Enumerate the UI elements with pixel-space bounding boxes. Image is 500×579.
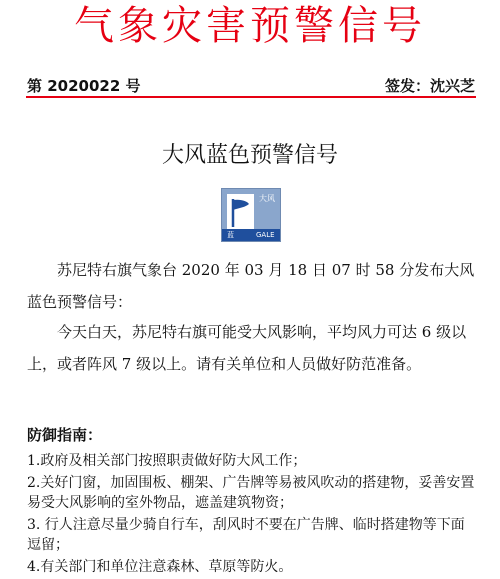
red-divider [26,96,476,98]
document-title: 大风蓝色预警信号 [161,143,338,168]
guide-item: 1.政府及相关部门按照职责做好防大风工作； [27,453,307,469]
gale-blue-signal-icon [221,188,281,242]
page-header-title: 气象灾害预警信号 [74,3,426,49]
forecast-paragraph: 今天白天，苏尼特右旗可能受大风影响，平均风力可达 6 级以上，或者阵风 7 级以上。请有关单位和人员做好防范准备。 [27,323,467,373]
flag-icon [227,194,254,230]
icon-label-en: GALE [256,231,275,239]
document-number: 第 2020022 号 [27,77,141,95]
icon-label-blue: 蓝 [227,231,234,239]
icon-bottom-bar [222,229,280,241]
guide-list [27,451,477,579]
guide-item: 3. 行人注意尽量少骑自行车，刮风时不要在广告牌、临时搭建物等下面逗留； [27,517,465,553]
icon-label-cn: 大风 [259,194,275,203]
meta-row [27,75,475,96]
issue-paragraph: 苏尼特右旗气象台 2020 年 03 月 18 日 07 时 58 分发布大风蓝色预警信号： [27,261,475,311]
signer: 签发：沈兴芝 [384,77,475,95]
guide-item: 4.有关部门和单位注意森林、草原等防火。 [27,559,293,575]
guide-heading: 防御指南： [27,426,103,444]
guide-item: 2.关好门窗，加固围板、棚架、广告牌等易被风吹动的搭建物，妥善安置易受大风影响的室外物品，遮盖建筑物资； [27,475,475,511]
